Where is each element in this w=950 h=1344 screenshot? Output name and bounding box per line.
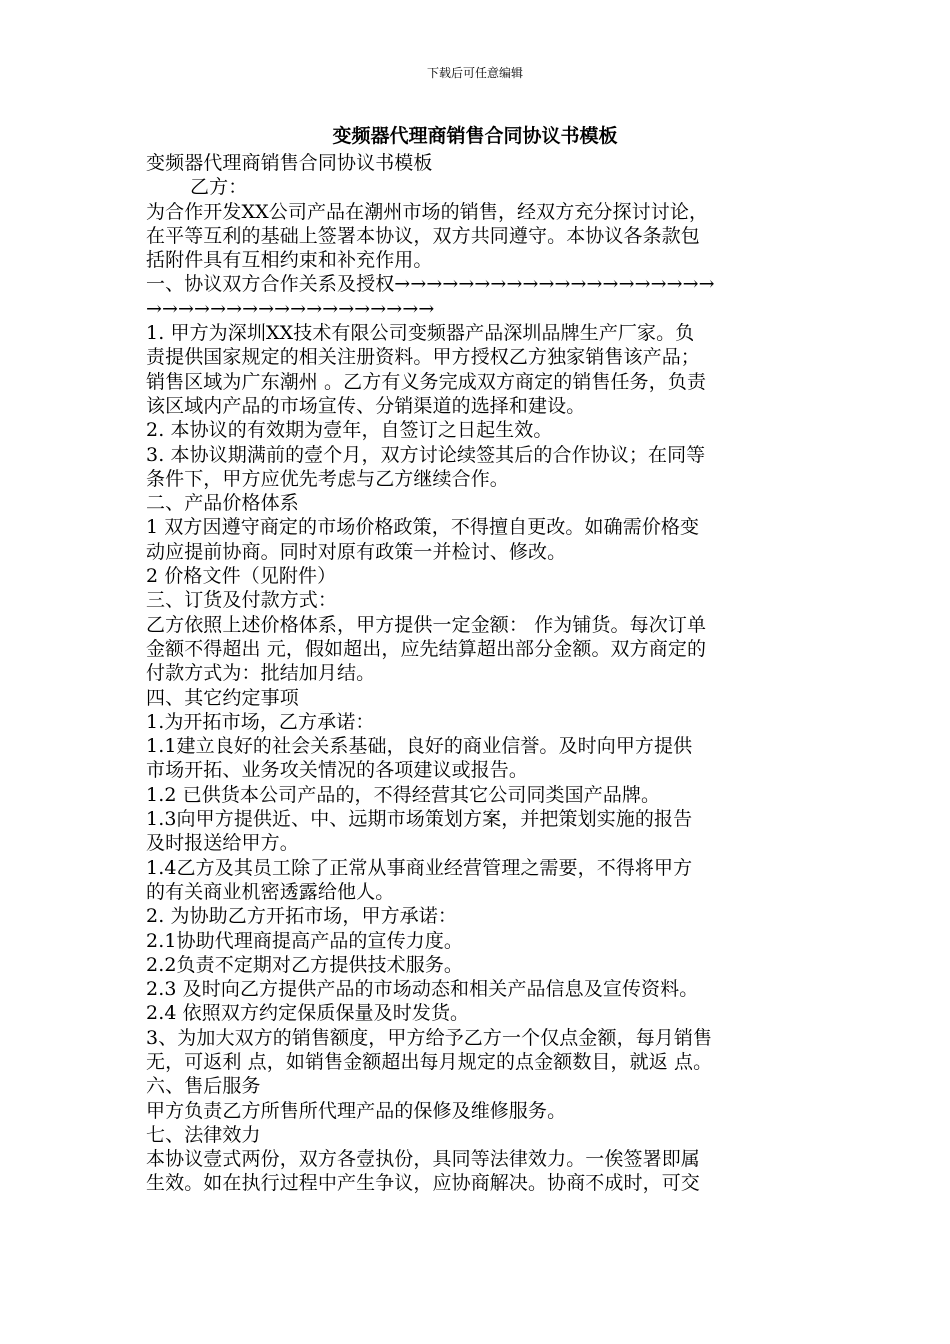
section-heading: 七、法律效力: [146, 1123, 261, 1146]
text-line: 2.3 及时向乙方提供产品的市场动态和相关产品信息及宣传资料。: [146, 978, 699, 1001]
header-note: 下载后可任意编辑: [426, 66, 523, 80]
text-line: 2.4 依照双方约定保质保量及时发货。: [146, 1002, 470, 1025]
section-heading: 三、订货及付款方式：: [146, 589, 338, 612]
text-line: 1.1建立良好的社会关系基础，良好的商业信誉。及时向甲方提供: [146, 735, 693, 758]
text-line: 2. 本协议的有效期为壹年，自签订之日起生效。: [146, 419, 553, 442]
text-line: 金额不得超出 元，假如超出，应先结算超出部分金额。双方商定的: [146, 637, 707, 660]
text-line: 本协议壹式两份，双方各壹执份，具同等法律效力。一俟签署即属: [146, 1148, 700, 1171]
text-line: 1. 甲方为深圳XX技术有限公司变频器产品深圳品牌生产厂家。负: [146, 322, 695, 345]
subtitle-line: 变频器代理商销售合同协议书模板: [146, 152, 433, 174]
document-body: [146, 151, 808, 1196]
section-heading: 四、其它约定事项: [146, 686, 299, 709]
party-b-line: 乙方：: [190, 176, 248, 199]
text-line: 销售区域为广东潮州 。乙方有义务完成双方商定的销售任务，负责: [146, 370, 707, 393]
text-line: →→→→→→→→→→→→→→→→→→: [146, 297, 435, 320]
text-line: 甲方负责乙方所售所代理产品的保修及维修服务。: [146, 1099, 567, 1122]
text-line: 3、为加大双方的销售额度，甲方给予乙方一个仅点金额，每月销售: [146, 1026, 713, 1049]
text-line: 2.2负责不定期对乙方提供技术服务。: [146, 953, 464, 976]
text-line: 在平等互利的基础上签署本协议，双方共同遵守。本协议各条款包: [146, 224, 700, 247]
text-line: 1.4乙方及其员工除了正常从事商业经营管理之需要，不得将甲方: [146, 856, 693, 879]
text-line: 1.为开拓市场，乙方承诺：: [146, 710, 375, 733]
text-line: 1 双方因遵守商定的市场价格政策，不得擅自更改。如确需价格变: [146, 516, 700, 539]
text-line: 2. 为协助乙方开拓市场，甲方承诺：: [146, 905, 457, 928]
text-line: 动应提前协商。同时对原有政策一并检讨、修改。: [146, 540, 567, 563]
document-title: 变频器代理商销售合同协议书模板: [332, 125, 618, 147]
text-line: 为合作开发XX公司产品在潮州市场的销售，经双方充分探讨讨论，: [146, 200, 709, 223]
section-heading: 一、协议双方合作关系及授权→→→→→→→→→→→→→→→→→→→→: [146, 273, 715, 296]
text-line: 条件下，甲方应优先考虑与乙方继续合作。: [146, 467, 509, 490]
text-line: 2 价格文件（见附件）: [146, 565, 337, 588]
text-line: 1.2 已供货本公司产品的，不得经营其它公司同类国产品牌。: [146, 783, 661, 806]
text-line: 的有关商业机密透露给他人。: [146, 880, 395, 903]
text-line: 市场开拓、业务攻关情况的各项建议或报告。: [146, 759, 529, 782]
text-line: 责提供国家规定的相关注册资料。甲方授权乙方独家销售该产品；: [146, 346, 700, 369]
text-line: 付款方式为：批结加月结。: [146, 662, 376, 685]
section-heading: 六、售后服务: [146, 1075, 261, 1098]
text-line: 该区域内产品的市场宣传、分销渠道的选择和建设。: [146, 394, 586, 417]
text-line: 2.1协助代理商提高产品的宣传力度。: [146, 929, 464, 952]
text-line: 生效。如在执行过程中产生争议，应协商解决。协商不成时，可交: [146, 1172, 700, 1195]
text-line: 括附件具有互相约束和补充作用。: [146, 249, 433, 272]
text-line: 3. 本协议期满前的壹个月，双方讨论续签其后的合作协议；在同等: [146, 443, 706, 466]
text-line: 乙方依照上述价格体系，甲方提供一定金额： 作为铺货。每次订单: [146, 613, 707, 636]
text-line: 及时报送给甲方。: [146, 832, 299, 855]
section-heading: 二、产品价格体系: [146, 492, 299, 515]
text-line: 1.3向甲方提供近、中、远期市场策划方案，并把策划实施的报告: [146, 808, 693, 831]
text-line: 无，可返利 点，如销售金额超出每月规定的点金额数目，就返 点。: [146, 1050, 713, 1073]
